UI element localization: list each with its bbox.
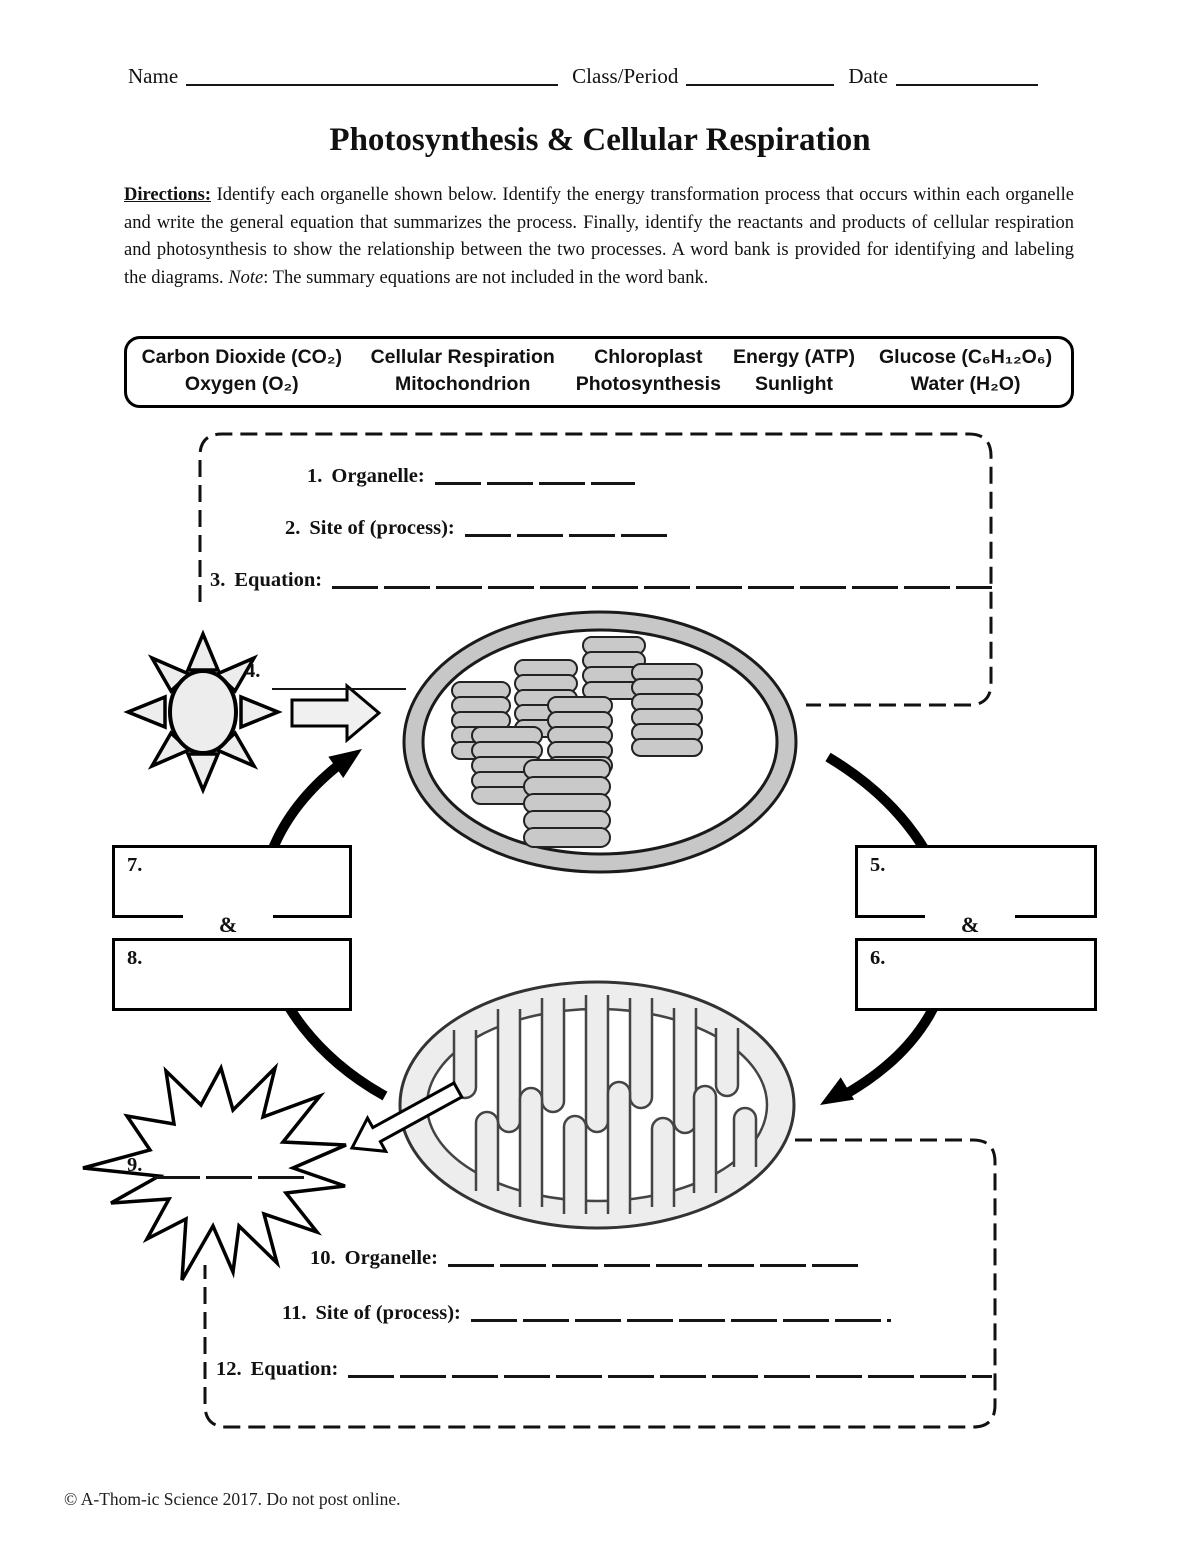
answer-blank-11 [471, 1319, 891, 1322]
directions-label: Directions: [124, 185, 211, 205]
name-label: Name [128, 64, 179, 88]
box-number: 7. [127, 854, 143, 876]
note-label: Note [228, 267, 264, 288]
copyright-footer: © A-Thom-ic Science 2017. Do not post online. [64, 1489, 401, 1509]
box-number: 5. [870, 854, 886, 876]
word-bank-term: Water (H₂O) [910, 373, 1021, 395]
word-bank-term: Photosynthesis [575, 373, 721, 395]
answer-box-6 [855, 938, 1097, 1011]
sun-icon [128, 634, 278, 790]
word-bank [124, 336, 1074, 408]
class-period-blank-line [686, 80, 834, 86]
item-4-number: 4. [245, 660, 261, 682]
item-9-number: 9. [127, 1154, 143, 1176]
answer-box-8 [112, 938, 352, 1011]
item-10-organelle [310, 1247, 863, 1270]
ampersand-right: & [925, 912, 1015, 938]
ampersand-left: & [183, 912, 273, 938]
item-label: Site of (process): [315, 1302, 461, 1324]
word-bank-term: Cellular Respiration [370, 346, 555, 368]
item-2-site-of-process [285, 517, 673, 540]
word-bank-term: Sunlight [755, 373, 834, 395]
mitochondrion-illustration [400, 982, 794, 1228]
note-body: : The summary equations are not included in the word bank. [263, 267, 709, 288]
answer-blank-4 [272, 688, 406, 690]
directions-paragraph [124, 182, 1074, 292]
item-number: 2. [285, 517, 301, 539]
answer-blank-1 [435, 482, 635, 485]
starburst-shape [83, 1068, 346, 1280]
word-bank-term: Mitochondrion [394, 373, 531, 395]
item-number: 1. [307, 465, 323, 487]
item-1-organelle [307, 465, 635, 488]
answer-box-7 [112, 845, 352, 918]
answer-blank-3 [332, 586, 992, 589]
item-label: Site of (process): [309, 517, 455, 539]
header-row [128, 64, 1068, 89]
item-number: 10. [310, 1247, 336, 1269]
item-3-equation [210, 569, 992, 592]
item-number: 12. [216, 1358, 242, 1380]
word-bank-term: Oxygen (O₂) [184, 373, 299, 395]
word-bank-term: Carbon Dioxide (CO₂) [141, 346, 342, 368]
item-11-site-of-process [282, 1302, 891, 1325]
name-blank-line [186, 80, 558, 86]
item-12-equation [216, 1358, 992, 1381]
answer-blank-9 [154, 1176, 306, 1179]
item-label: Organelle: [331, 465, 425, 487]
answer-blank-12 [348, 1375, 992, 1378]
date-label: Date [848, 64, 888, 88]
word-bank-term: Chloroplast [594, 346, 703, 368]
date-blank-line [896, 80, 1038, 86]
item-number: 3. [210, 569, 226, 591]
answer-blank-2 [465, 534, 673, 537]
class-period-label: Class/Period [572, 64, 679, 88]
word-bank-term: Glucose (C₆H₁₂O₆) [879, 346, 1053, 368]
word-bank-term: Energy (ATP) [732, 346, 856, 368]
chloroplast-illustration [404, 612, 796, 872]
sunlight-arrow [292, 686, 379, 740]
box-number: 6. [870, 947, 886, 969]
answer-blank-10 [448, 1264, 863, 1267]
directions-body: Identify each organelle shown below. Identify the energy transformation process that occurs within each organelle and write the general equation that summarizes the process. Finally, identify the reactants and products of cellular respiration and photosynthesis to show the relationship between the two processes. A word bank is provided for identifying and labeling the diagrams. [124, 185, 1074, 288]
box-number: 8. [127, 947, 143, 969]
page-title: Photosynthesis & Cellular Respiration [329, 122, 871, 158]
answer-box-5 [855, 845, 1097, 918]
item-label: Organelle: [344, 1247, 438, 1269]
item-label: Equation: [234, 569, 323, 591]
item-number: 11. [282, 1302, 307, 1324]
item-label: Equation: [250, 1358, 339, 1380]
